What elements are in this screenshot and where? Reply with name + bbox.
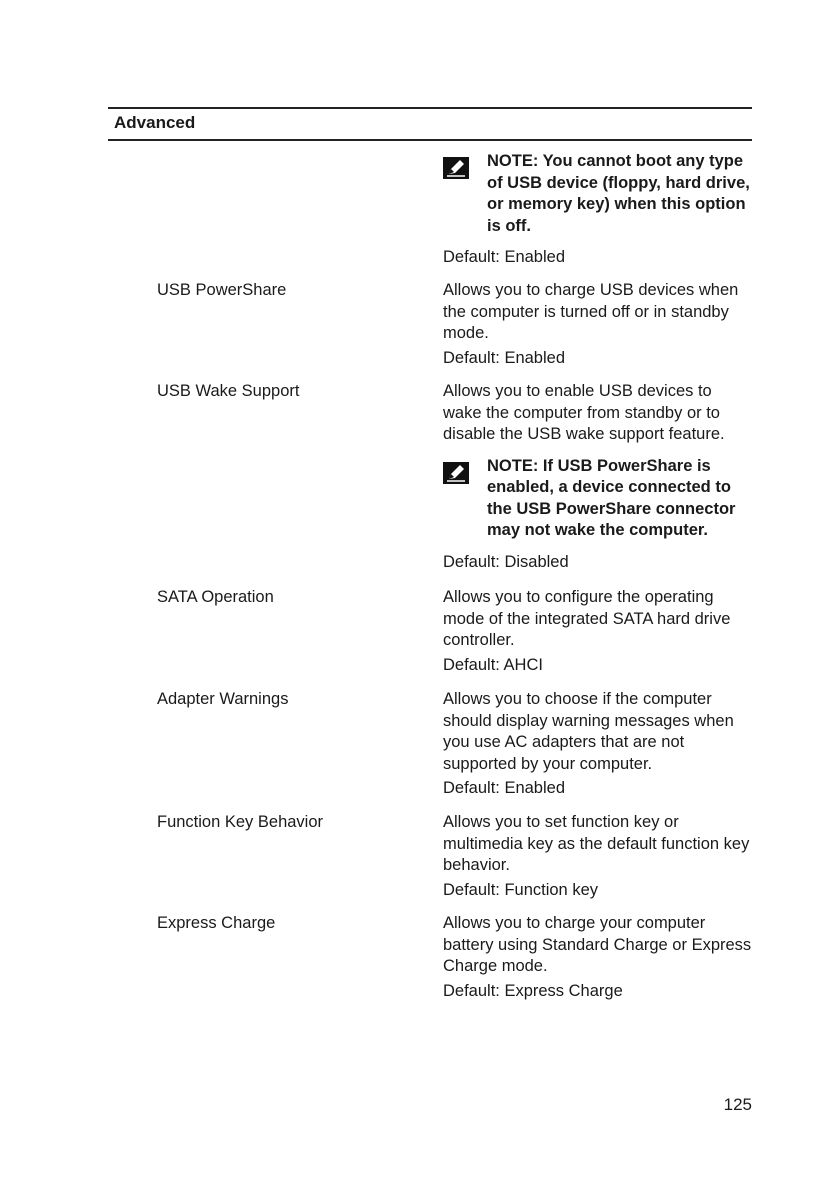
page-number: 125 <box>723 1095 752 1114</box>
note-block <box>443 456 753 542</box>
note-pencil-icon <box>443 462 469 484</box>
default-value: Default: Express Charge <box>443 981 623 1000</box>
setting-description: Allows you to charge USB devices when the computer is turned off or in standby mode. <box>443 281 739 342</box>
note-text: NOTE: You cannot boot any type of USB device (floppy, hard drive, or memory key) when this option is off. <box>487 152 750 235</box>
setting-description: Allows you to charge your computer battery using Standard Charge or Express Charge mode. <box>443 914 752 975</box>
setting-name: Function Key Behavior <box>157 813 324 831</box>
setting-name: USB Wake Support <box>157 382 300 400</box>
setting-name: Adapter Warnings <box>157 690 289 708</box>
setting-description: Allows you to set function key or multimedia key as the default function key behavior. <box>443 813 750 874</box>
description-column <box>443 381 753 573</box>
description-column <box>443 146 753 269</box>
description-column <box>443 812 753 901</box>
table-header <box>108 107 752 141</box>
default-value: Default: AHCI <box>443 655 543 674</box>
default-value: Default: Disabled <box>443 552 569 571</box>
setting-description: Allows you to enable USB devices to wake the computer from standby or to disable the USB wake support feature. <box>443 382 725 443</box>
default-value: Default: Enabled <box>443 348 566 367</box>
description-column <box>443 587 753 676</box>
description-column <box>443 913 753 1002</box>
setting-name: SATA Operation <box>157 588 274 606</box>
default-value: Default: Enabled <box>443 248 566 266</box>
description-column <box>443 689 753 800</box>
default-value: Default: Function key <box>443 880 598 899</box>
setting-description: Allows you to choose if the computer should display warning messages when you use AC adapters that are not supported by your computer. <box>443 690 734 773</box>
setting-description: Allows you to configure the operating mode of the integrated SATA hard drive controller. <box>443 588 731 649</box>
setting-name: Express Charge <box>157 914 276 932</box>
note-block <box>443 151 753 237</box>
note-text: NOTE: If USB PowerShare is enabled, a device connected to the USB PowerShare connector may not wake the computer. <box>487 456 736 539</box>
setting-name: USB PowerShare <box>157 281 287 299</box>
note-pencil-icon <box>443 157 469 179</box>
section-title: Advanced <box>114 113 196 132</box>
default-value: Default: Enabled <box>443 779 566 797</box>
description-column <box>443 280 753 369</box>
